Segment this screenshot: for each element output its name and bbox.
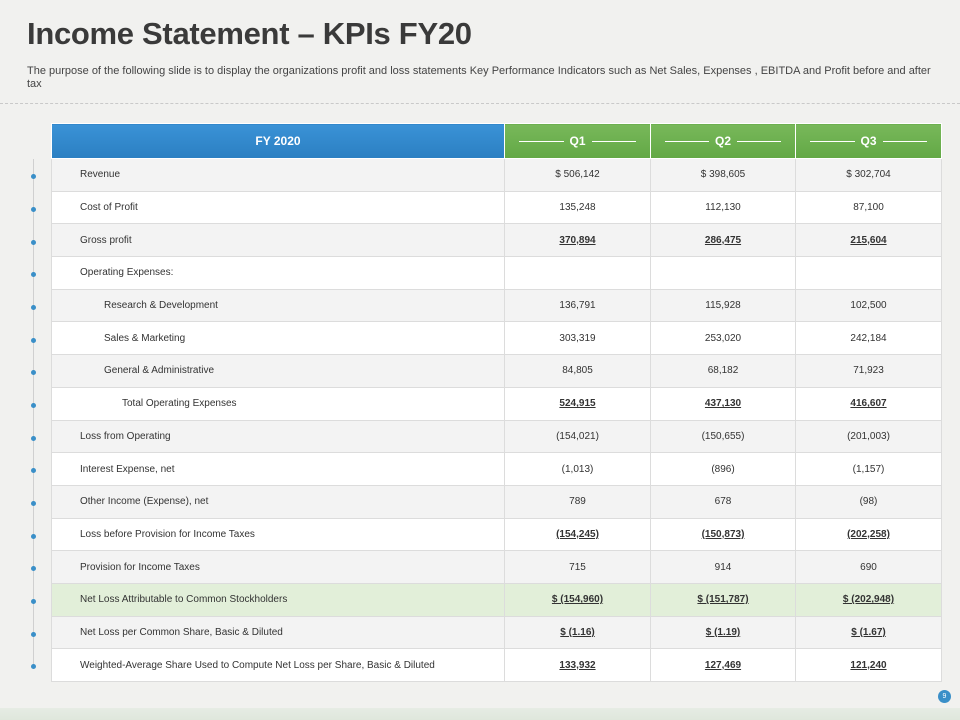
cell-q2: (150,655) (651, 420, 796, 453)
cell-q2: 68,182 (651, 355, 796, 388)
cell-q2: 115,928 (651, 289, 796, 322)
table-row (52, 159, 942, 192)
table-row (52, 322, 942, 355)
cell-q2: 678 (651, 485, 796, 518)
cell-q1: 84,805 (505, 355, 651, 388)
cell-q2: $ (151,787) (651, 583, 796, 616)
row-label: General & Administrative (52, 355, 505, 388)
cell-q1: 303,319 (505, 322, 651, 355)
bullet-dot (31, 174, 36, 179)
bullet-dot (31, 599, 36, 604)
row-label: Other Income (Expense), net (52, 485, 505, 518)
row-label: Weighted-Average Share Used to Compute Net Loss per Share, Basic & Diluted (52, 649, 505, 682)
cell-q2: 437,130 (651, 387, 796, 420)
table-row (52, 616, 942, 649)
cell-q2: (150,873) (651, 518, 796, 551)
cell-q3: (1,157) (796, 453, 942, 486)
row-label: Net Loss per Common Share, Basic & Diluted (52, 616, 505, 649)
cell-q3: 87,100 (796, 191, 942, 224)
table-row (52, 420, 942, 453)
cell-q2: 286,475 (651, 224, 796, 257)
bullet-dot (31, 370, 36, 375)
row-label: Research & Development (52, 289, 505, 322)
cell-q2: (896) (651, 453, 796, 486)
table-row (52, 518, 942, 551)
cell-q2: 112,130 (651, 191, 796, 224)
cell-q3: (98) (796, 485, 942, 518)
cell-q2: $ 398,605 (651, 159, 796, 192)
footer-band (0, 708, 960, 720)
left-timeline-rule (33, 159, 34, 669)
cell-q2: $ (1.19) (651, 616, 796, 649)
cell-q2 (651, 257, 796, 290)
row-label: Total Operating Expenses (52, 387, 505, 420)
table-row-highlighted (52, 583, 942, 616)
table-row (52, 191, 942, 224)
table-row (52, 551, 942, 584)
cell-q1: 136,791 (505, 289, 651, 322)
row-label: Gross profit (52, 224, 505, 257)
cell-q1: (154,245) (505, 518, 651, 551)
cell-q3: 121,240 (796, 649, 942, 682)
header-q1: Q1 (505, 124, 651, 159)
cell-q3: (201,003) (796, 420, 942, 453)
table-header-row (52, 124, 942, 159)
row-label: Operating Expenses: (52, 257, 505, 290)
cell-q3: 690 (796, 551, 942, 584)
cell-q1: (1,013) (505, 453, 651, 486)
slide-subtitle: The purpose of the following slide is to display the organizations profit and loss statements Key Performance Indicators such as Net Sales, Expenses , EBITDA and Profit before and after tax (27, 65, 931, 90)
cell-q1: $ (154,960) (505, 583, 651, 616)
cell-q3: $ 302,704 (796, 159, 942, 192)
bullet-dot (31, 240, 36, 245)
row-label: Cost of Profit (52, 191, 505, 224)
bullet-dot (31, 468, 36, 473)
bullet-dot (31, 501, 36, 506)
table-row (52, 387, 942, 420)
cell-q2: 253,020 (651, 322, 796, 355)
table-row (52, 453, 942, 486)
table-row (52, 224, 942, 257)
table-row (52, 649, 942, 682)
slide-title: Income Statement – KPIs FY20 (27, 16, 472, 51)
header-q3: Q3 (796, 124, 942, 159)
bullet-dot (31, 534, 36, 539)
row-label: Loss from Operating (52, 420, 505, 453)
cell-q1 (505, 257, 651, 290)
cell-q3: 242,184 (796, 322, 942, 355)
cell-q3: 71,923 (796, 355, 942, 388)
cell-q1: $ 506,142 (505, 159, 651, 192)
cell-q1: 789 (505, 485, 651, 518)
bullet-dot (31, 436, 36, 441)
row-label: Loss before Provision for Income Taxes (52, 518, 505, 551)
row-label: Sales & Marketing (52, 322, 505, 355)
cell-q1: (154,021) (505, 420, 651, 453)
cell-q1: 135,248 (505, 191, 651, 224)
bullet-dot (31, 632, 36, 637)
cell-q1: 133,932 (505, 649, 651, 682)
row-label: Interest Expense, net (52, 453, 505, 486)
header-fy: FY 2020 (52, 124, 505, 159)
table-row (52, 289, 942, 322)
cell-q3: 215,604 (796, 224, 942, 257)
bullet-dot (31, 272, 36, 277)
income-statement-table (51, 123, 942, 682)
bullet-dot (31, 305, 36, 310)
cell-q3: 102,500 (796, 289, 942, 322)
page-number-badge: 9 (938, 690, 951, 703)
table-row (52, 355, 942, 388)
cell-q3: $ (202,948) (796, 583, 942, 616)
cell-q2: 914 (651, 551, 796, 584)
cell-q1: 715 (505, 551, 651, 584)
cell-q1: 370,894 (505, 224, 651, 257)
header-q2: Q2 (651, 124, 796, 159)
cell-q3: (202,258) (796, 518, 942, 551)
bullet-dot (31, 566, 36, 571)
bullet-dot (31, 338, 36, 343)
row-label: Net Loss Attributable to Common Stockholders (52, 583, 505, 616)
cell-q3 (796, 257, 942, 290)
cell-q3: $ (1.67) (796, 616, 942, 649)
table-row (52, 485, 942, 518)
row-label: Provision for Income Taxes (52, 551, 505, 584)
bullet-dot (31, 207, 36, 212)
row-label: Revenue (52, 159, 505, 192)
cell-q1: $ (1.16) (505, 616, 651, 649)
table-row (52, 257, 942, 290)
bullet-dot (31, 403, 36, 408)
cell-q2: 127,469 (651, 649, 796, 682)
bullet-dot (31, 664, 36, 669)
cell-q3: 416,607 (796, 387, 942, 420)
header-divider (0, 103, 960, 104)
cell-q1: 524,915 (505, 387, 651, 420)
